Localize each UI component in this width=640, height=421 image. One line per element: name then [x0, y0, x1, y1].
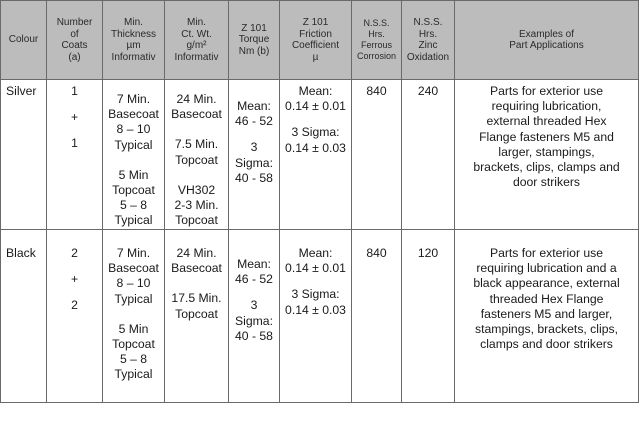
header-torque: Z 101 Torque Nm (b): [229, 1, 280, 80]
cell-examples: Parts for exterior use requiring lubrication, external threaded Hex Flange fasteners M5 and larger, stampings, brackets, clips, clamps and door strikers: [455, 80, 639, 230]
cell-nss-ferrous: 840: [352, 230, 402, 403]
cell-colour: Black: [1, 230, 47, 403]
header-ct-wt: Min. Ct. Wt. g/m² Informativ: [165, 1, 229, 80]
cell-nss-zinc: 240: [402, 80, 455, 230]
header-coats: Number of Coats (a): [47, 1, 103, 80]
table-row-black: [1, 230, 639, 403]
header-thickness: Min. Thickness µm Informativ: [103, 1, 165, 80]
header-nss-ferrous: N.S.S. Hrs. Ferrous Corrosion: [352, 1, 402, 80]
header-friction: Z 101 Friction Coefficient µ: [280, 1, 352, 80]
cell-thickness: 7 Min. Basecoat 8 – 10 Typical 5 Min Topcoat 5 – 8 Typical: [103, 230, 165, 403]
header-colour: Colour: [1, 1, 47, 80]
cell-ct-wt: 24 Min. Basecoat 17.5 Min. Topcoat: [165, 230, 229, 403]
table-row-silver: [1, 80, 639, 230]
header-nss-zinc: N.S.S. Hrs. Zinc Oxidation: [402, 1, 455, 80]
cell-coats: 1 + 1: [47, 80, 103, 230]
header-examples: Examples of Part Applications: [455, 1, 639, 80]
cell-examples: Parts for exterior use requiring lubrication and a black appearance, external threaded Hex Flange fasteners M5 and larger, stampings, brackets, clips, clamps and door strikers: [455, 230, 639, 403]
cell-torque: Mean: 46 - 52 3 Sigma: 40 - 58: [229, 80, 280, 230]
cell-friction: Mean: 0.14 ± 0.01 3 Sigma: 0.14 ± 0.03: [280, 230, 352, 403]
cell-colour: Silver: [1, 80, 47, 230]
header-row: [1, 1, 639, 80]
cell-torque: Mean: 46 - 52 3 Sigma: 40 - 58: [229, 230, 280, 403]
cell-nss-zinc: 120: [402, 230, 455, 403]
cell-friction: Mean: 0.14 ± 0.01 3 Sigma: 0.14 ± 0.03: [280, 80, 352, 230]
cell-coats: 2 + 2: [47, 230, 103, 403]
cell-nss-ferrous: 840: [352, 80, 402, 230]
cell-thickness: 7 Min. Basecoat 8 – 10 Typical 5 Min Topcoat 5 – 8 Typical: [103, 80, 165, 230]
cell-ct-wt: 24 Min. Basecoat 7.5 Min. Topcoat VH302 2-3 Min. Topcoat: [165, 80, 229, 230]
